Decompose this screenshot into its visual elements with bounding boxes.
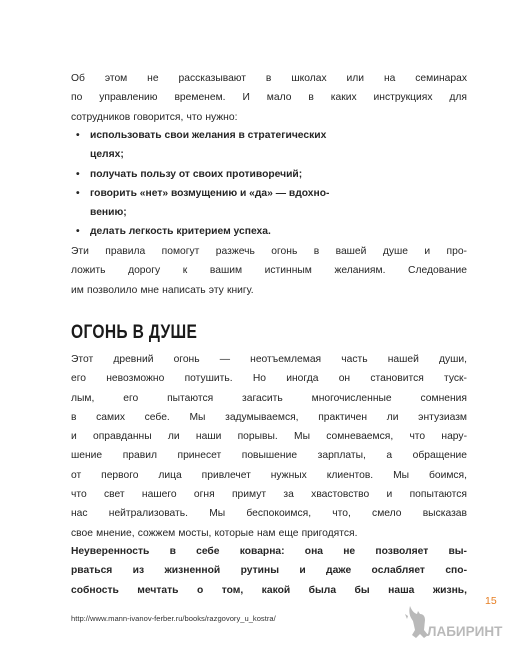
text-line: Об этом не рассказывают в школах или на семинарах bbox=[71, 73, 467, 84]
rules-paragraph bbox=[71, 242, 467, 300]
section-heading: ОГОНЬ В ДУШЕ bbox=[71, 322, 198, 343]
list-item bbox=[71, 126, 467, 165]
text-line: им позволило мне написать эту книгу. bbox=[71, 284, 254, 296]
page-number: 15 bbox=[485, 595, 497, 607]
text-line: в самих себе. Мы задумываемся, практичен ли энтузиазм bbox=[71, 411, 467, 423]
text-line: лым, его пытаются загасить многочисленные сомнения bbox=[71, 392, 467, 404]
text-line: собность мечтать о том, какой была бы наша жизнь, bbox=[71, 584, 467, 596]
text-line: ложить дорогу к вашим истинным желаниям. Следование bbox=[71, 265, 467, 277]
list-item bbox=[71, 165, 467, 184]
text-line: использовать свои желания в стратегических bbox=[90, 130, 327, 141]
bullet-icon: • bbox=[76, 226, 80, 238]
text-line: нас нейтрализовать. Мы беспокоимся, что, смело высказав bbox=[71, 508, 467, 520]
bold-paragraph bbox=[71, 542, 467, 600]
bullet-icon: • bbox=[76, 187, 80, 199]
text-line: Неуверенность в себе коварна: она не позволяет вы- bbox=[71, 546, 467, 557]
text-line: и оправданны ли наши порывы. Мы сомневаемся, что нару- bbox=[71, 431, 467, 443]
bullet-icon: • bbox=[76, 168, 80, 180]
logo-text: ЛАБИРИНТ bbox=[427, 624, 503, 639]
text-line: от первого лица привлечет нужных клиентов. Мы боимся, bbox=[71, 469, 467, 481]
text-line: делать легкость критерием успеха. bbox=[90, 226, 271, 238]
text-line: свое мнение, сожжем мосты, которые нам еще пригодятся. bbox=[71, 527, 358, 539]
source-url[interactable]: http://www.mann-ivanov-ferber.ru/books/razgovory_u_kostra/ bbox=[71, 614, 276, 623]
text-line: целях; bbox=[90, 149, 124, 161]
text-line: получать пользу от своих противоречий; bbox=[90, 168, 303, 180]
text-line: что свет нашего огня примут за хвастовство и попытаются bbox=[71, 489, 467, 501]
text-line: его невозможно потушить. Но иногда он становится туск- bbox=[71, 373, 467, 385]
rules-list bbox=[71, 126, 467, 242]
list-item bbox=[71, 184, 467, 223]
labirint-logo bbox=[402, 602, 520, 646]
minotaur-icon bbox=[405, 606, 428, 638]
text-line: по управлению временем. И мало в каких инструкциях для bbox=[71, 92, 467, 104]
text-line: вению; bbox=[90, 207, 127, 219]
intro-paragraph bbox=[71, 69, 467, 127]
text-line: говорить «нет» возмущению и «да» — вдохно- bbox=[90, 187, 330, 199]
bullet-icon: • bbox=[76, 130, 80, 141]
list-item bbox=[71, 222, 467, 241]
text-line: сотрудников говорится, что нужно: bbox=[71, 111, 238, 123]
text-line: Этот древний огонь — неотъемлемая часть нашей души, bbox=[71, 354, 467, 365]
text-line: рваться из жизненной рутины и даже ослабляет спо- bbox=[71, 565, 467, 577]
fire-paragraph bbox=[71, 350, 467, 543]
text-line: Эти правила помогут разжечь огонь в вашей душе и про- bbox=[71, 246, 467, 257]
text-line: шение правил принесет повышение зарплаты, а обращение bbox=[71, 450, 467, 462]
